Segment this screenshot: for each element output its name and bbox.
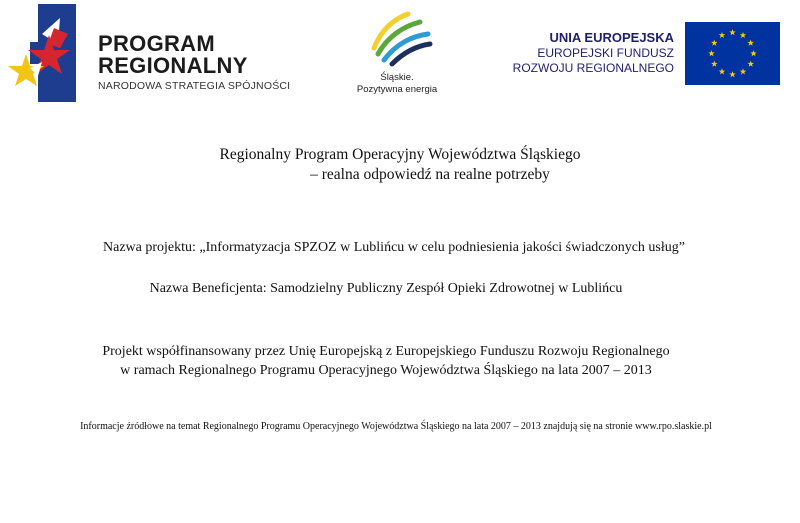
info-note: Informacje źródłowe na temat Regionalnego Programu Operacyjnego Województwa Śląskiego na lata 2007 – 2013 znajdują się na stronie www.rpo.slaskie.pl	[80, 421, 712, 432]
unia-europejska-line3: ROZWOJU REGIONALNEGO	[512, 61, 674, 75]
slaskie-logo	[352, 8, 442, 98]
eu-star	[719, 68, 725, 74]
eu-flag-icon	[685, 22, 780, 85]
program-regionalny-line1: PROGRAM	[98, 31, 215, 56]
eu-star	[740, 32, 746, 38]
program-regionalny-logo	[8, 4, 308, 104]
eu-star	[711, 40, 717, 46]
program-regionalny-line2: REGIONALNY	[98, 53, 248, 78]
heading-line1: Regionalny Program Operacyjny Województwa Śląskiego	[219, 146, 581, 163]
project-name: Nazwa projektu: „Informatyzacja SPZOZ w Lublińcu w celu podniesienia jakości świadczonych usług”	[103, 240, 685, 255]
cofinancing-line1: Projekt współfinansowany przez Unię Europejską z Europejskiego Funduszu Rozwoju Regionalnego	[102, 344, 670, 359]
beneficiary-name: Nazwa Beneficjenta: Samodzielny Publiczny Zespół Opieki Zdrowotnej w Lublińcu	[149, 281, 623, 296]
eu-star	[729, 71, 735, 77]
eu-star	[747, 61, 753, 67]
unia-europejska-line2: EUROPEJSKI FUNDUSZ	[537, 46, 674, 60]
eu-stars	[685, 22, 780, 85]
eu-star	[747, 40, 753, 46]
heading-line2: – realna odpowiedź na realne potrzeby	[310, 166, 550, 183]
program-regionalny-stars-icon	[8, 4, 76, 102]
unia-europejska-line1: UNIA EUROPEJSKA	[549, 30, 674, 45]
eu-star	[729, 29, 735, 35]
eu-star	[750, 50, 756, 56]
eu-star	[711, 61, 717, 67]
eu-star	[719, 32, 725, 38]
eu-star	[740, 68, 746, 74]
slaskie-tagline: Pozytywna energia	[356, 84, 438, 95]
unia-europejska-text	[500, 30, 674, 76]
cofinancing-line2: w ramach Regionalnego Programu Operacyjnego Województwa Śląskiego na lata 2007 – 2013	[120, 363, 652, 378]
slaskie-waves-icon	[352, 8, 442, 70]
program-regionalny-subtitle: NARODOWA STRATEGIA SPÓJNOŚCI	[98, 80, 291, 92]
slaskie-name: Śląskie.	[380, 72, 414, 83]
eu-star	[708, 50, 714, 56]
